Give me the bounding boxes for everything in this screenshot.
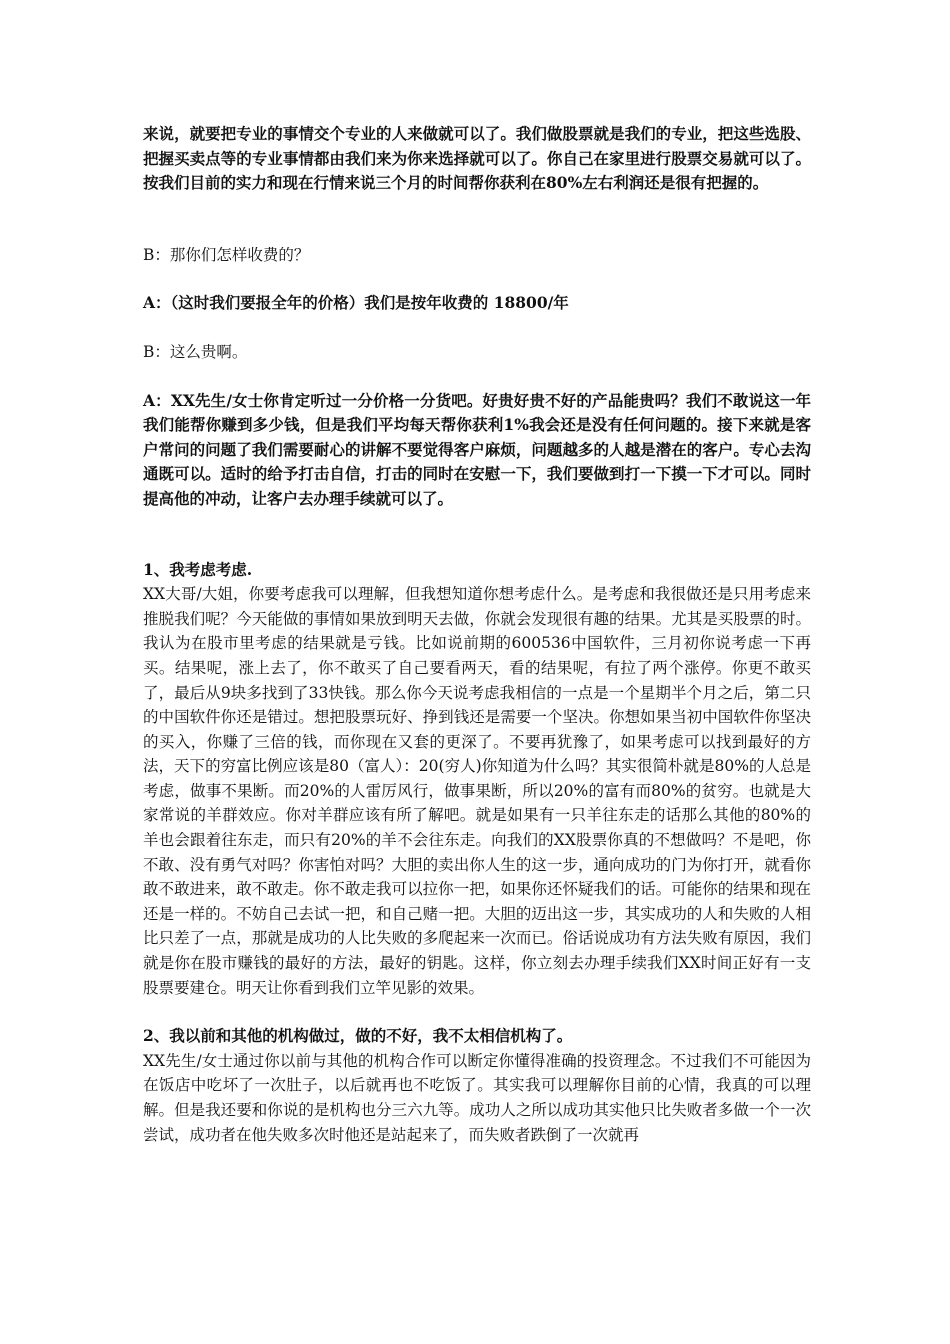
intro-paragraph: 来说，就要把专业的事情交个专业的人来做就可以了。我们做股票就是我们的专业，把这些选股、把握买卖点等的专业事情都由我们来为你来选择就可以了。你自己在家里进行股票交易就可以了。按我们目前的实力和现在行情来说三个月的时间帮你获利在80%左右利润还是很有把握的。: [143, 124, 811, 193]
section-1-heading: 1、我考虑考虑.: [143, 559, 253, 579]
section-2-body: XX先生/女士通过你以前与其他的机构合作可以断定你懂得准确的投资理念。不过我们不可能因为在饭店中吃坏了一次肚子，以后就再也不吃饭了。其实我可以理解你目前的心情，我真的可以理解。但是我还要和你说的是机构也分三六九等。成功人之所以成功其实他只比失败者多做一个一次尝试，成功者在他失败多次时他还是站起来了，而失败者跌倒了一次就再: [143, 1051, 811, 1144]
dialog-a-fee-answer: A：（这时我们要报全年的价格）我们是按年收费的 18800/年: [143, 293, 569, 313]
section-2-heading: 2、我以前和其他的机构做过，做的不好，我不太相信机构了。: [143, 1026, 573, 1046]
dialog-a-price-value-answer: A：XX先生/女士你肯定听过一分价格一分货吧。好贵好贵不好的产品能贵吗？我们不敢说这一年我们能帮你赚到多少钱，但是我们平均每天帮你获利1%我会还是没有任何问题的。接下来就是客户常问的问题了我们需要耐心的讲解不要觉得客户麻烦，问题越多的人越是潜在的客户。专心去沟通既可以。适时的给予打击自信，打击的同时在安慰一下，我们要做到打一下摸一下才可以。同时提高他的冲动，让客户去办理手续就可以了。: [143, 390, 811, 508]
section-1-body: XX大哥/大姐，你要考虑我可以理解，但我想知道你想考虑什么。是考虑和我很做还是只用考虑来推脱我们呢？今天能做的事情如果放到明天去做，你就会发现很有趣的结果。尤其是买股票的时。我认为在股市里考虑的结果就是亏钱。比如说前期的600536中国软件，三月初你说考虑一下再买。结果呢，涨上去了，你不敢买了自己要看两天，看的结果呢，有拉了两个涨停。你更不敢买了，最后从9块多找到了33快钱。那么你今天说考虑我相信的一点是一个星期半个月之后，第二只的中国软件你还是错过。想把股票玩好、挣到钱还是需要一个坚决。你想如果当初中国软件你坚决的买入，你赚了三倍的钱，而你现在又套的更深了。不要再犹豫了，如果考虑可以找到最好的方法，天下的穷富比例应该是80（富人）：20(穷人)你知道为什么吗？其实很简朴就是80%的人总是考虑，做事不果断。而20%的人雷厉风行，做事果断，所以20%的富有而80%的贫穷。也就是大家常说的羊群效应。你对羊群应该有所了解吧。就是如果有一只羊往东走的话那么其他的80%的羊也会跟着往东走，而只有20%的羊不会往东走。向我们的XX股票你真的不想做吗？不是吧，你不敢、没有勇气对吗？你害怕对吗？大胆的卖出你人生的这一步，通向成功的门为你打开，就看你敢不敢进来，敢不敢走。你不敢走我可以拉你一把，如果你还怀疑我们的话。可能你的结果和现在还是一样的。不妨自己去试一把，和自己赌一把。大胆的迈出这一步，其实成功的人和失败的人相比只差了一点，那就是成功的人比失败的多爬起来一次而已。俗话说成功有方法失败有原因，我们就是你在股市赚钱的最好的方法，最好的钥匙。这样，你立刻去办理手续我们XX时间正好有一支股票要建仓。明天让你看到我们立竿见影的效果。: [143, 585, 811, 997]
document-page: [143, 122, 811, 1147]
dialog-b-too-expensive: B：这么贵啊。: [143, 342, 248, 361]
dialog-b-fee-question: B：那你们怎样收费的？: [143, 245, 310, 264]
